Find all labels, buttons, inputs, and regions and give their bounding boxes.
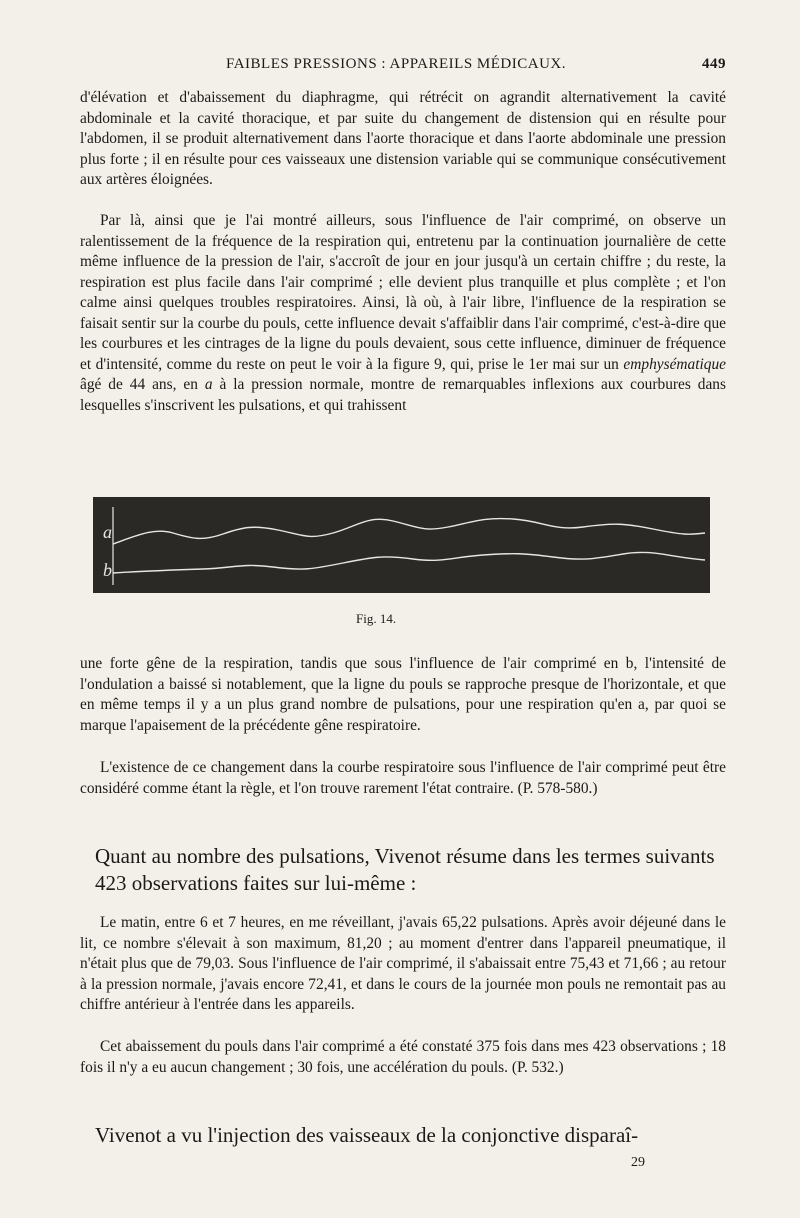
paragraph-existence: L'existence de ce changement dans la courbe respiratoire sous l'influence de l'air comprimé peut être considéré comme étant la règle, et l'on trouve rarement l'état contraire. (P. 578-580.) bbox=[80, 759, 726, 797]
paragraph-respiration bbox=[80, 211, 726, 416]
figure-caption: Fig. 14. bbox=[356, 611, 397, 626]
page-number: 449 bbox=[702, 56, 726, 72]
trace-b-line bbox=[113, 552, 705, 573]
large-type-vivenot: Vivenot a vu l'injection des vaisseaux de la conjonctive disparaî- bbox=[95, 1123, 639, 1147]
paragraph-respiration-text-a: Par là, ainsi que je l'ai montré ailleurs, sous l'influence de l'air comprimé, on observe un ralentissement de la fréquence de la respiration qui, entretenu par la continuation journalière de cette même influence de la pression de l'air, s'accroît de jour en jour jusqu'à un certain chiffre ; du reste, la respiration est plus facile dans l'air comprimé ; elle devient plus tranquille et plus complète ; et l'on calme ainsi quelques troubles respiratoires. Ainsi, là où, à l'air libre, l'influence de la respiration se faisait sentir sur la courbe du pouls, cette influence devait s'affaiblir dans l'air comprimé, c'est-à-dire que les courbures et les cintrages de la ligne du pouls devaient, sous cette influence, diminuer de fréquence et d'intensité, comme du reste on peut le voir à la figure 9, qui, prise le 1er mai sur un bbox=[80, 212, 726, 373]
paragraph-respiration-text-c: à la pression normale, montre de remarquables inflexions aux courbures dans lesquelles s'inscrivent les pulsations, et qui trahissent bbox=[80, 376, 726, 414]
paragraph-forte-gene: une forte gêne de la respiration, tandis que sous l'influence de l'air comprimé en b, l'intensité de l'ondulation a baissé si notablement, que la ligne du pouls se rapproche presque de l'horizontale, et que en même temps il y a un plus grand nombre de pulsations, pour une respiration qu'en a, par quoi se marque l'apaisement de la précédente gêne respiratoire. bbox=[80, 655, 726, 734]
running-header bbox=[80, 56, 726, 78]
emphysematique-italic: emphysématique bbox=[623, 355, 726, 373]
paragraph-respiration-text-b: âgé de 44 ans, en bbox=[80, 376, 205, 393]
paragraph-diaphragm: d'élévation et d'abaissement du diaphragme, qui rétrécit on agrandit alternativement la cavité abdominale et la cavité thoracique, et par suite du changement de distension qui en résulte pour l'abdomen, il se produit alternativement dans l'aorte thoracique et dans l'aorte abdominale une pression plus forte ; il en résulte pour ces vaisseaux une distension variable qui se communique consécutivement aux artères éloignées. bbox=[80, 89, 726, 188]
signature-mark: 29 bbox=[631, 1155, 645, 1170]
pulse-tracing-figure bbox=[93, 497, 710, 593]
pulse-tracing-svg bbox=[93, 497, 710, 593]
figure-label-b: b bbox=[103, 560, 112, 580]
label-a-italic: a bbox=[204, 376, 213, 393]
figure-label-a: a bbox=[103, 522, 112, 542]
paragraph-matin: Le matin, entre 6 et 7 heures, en me réveillant, j'avais 65,22 pulsations. Après avoir déjeuné dans le lit, ce nombre s'élevait à son maximum, 81,20 ; au moment d'entrer dans l'appareil pneumatique, il n'était plus que de 79,03. Sous l'influence de l'air comprimé, il s'abaissait entre 75,43 et 71,66 ; au retour à la pression normale, j'avais encore 72,41, et dans le cours de la journée mon pouls ne remontait pas au chiffre antérieur à l'entrée dans les appareils. bbox=[80, 914, 726, 1013]
paragraph-abaissement: Cet abaissement du pouls dans l'air comprimé a été constaté 375 fois dans mes 423 observations ; 18 fois il n'y a eu aucun changement ; 30 fois, une accélération du pouls. (P. 532.) bbox=[80, 1038, 726, 1076]
trace-a-line bbox=[113, 519, 705, 544]
large-type-pulsations: Quant au nombre des pulsations, Vivenot résume dans les termes suivants 423 observations faites sur lui-même : bbox=[95, 844, 715, 895]
running-title: FAIBLES PRESSIONS : APPAREILS MÉDICAUX. bbox=[226, 56, 566, 72]
